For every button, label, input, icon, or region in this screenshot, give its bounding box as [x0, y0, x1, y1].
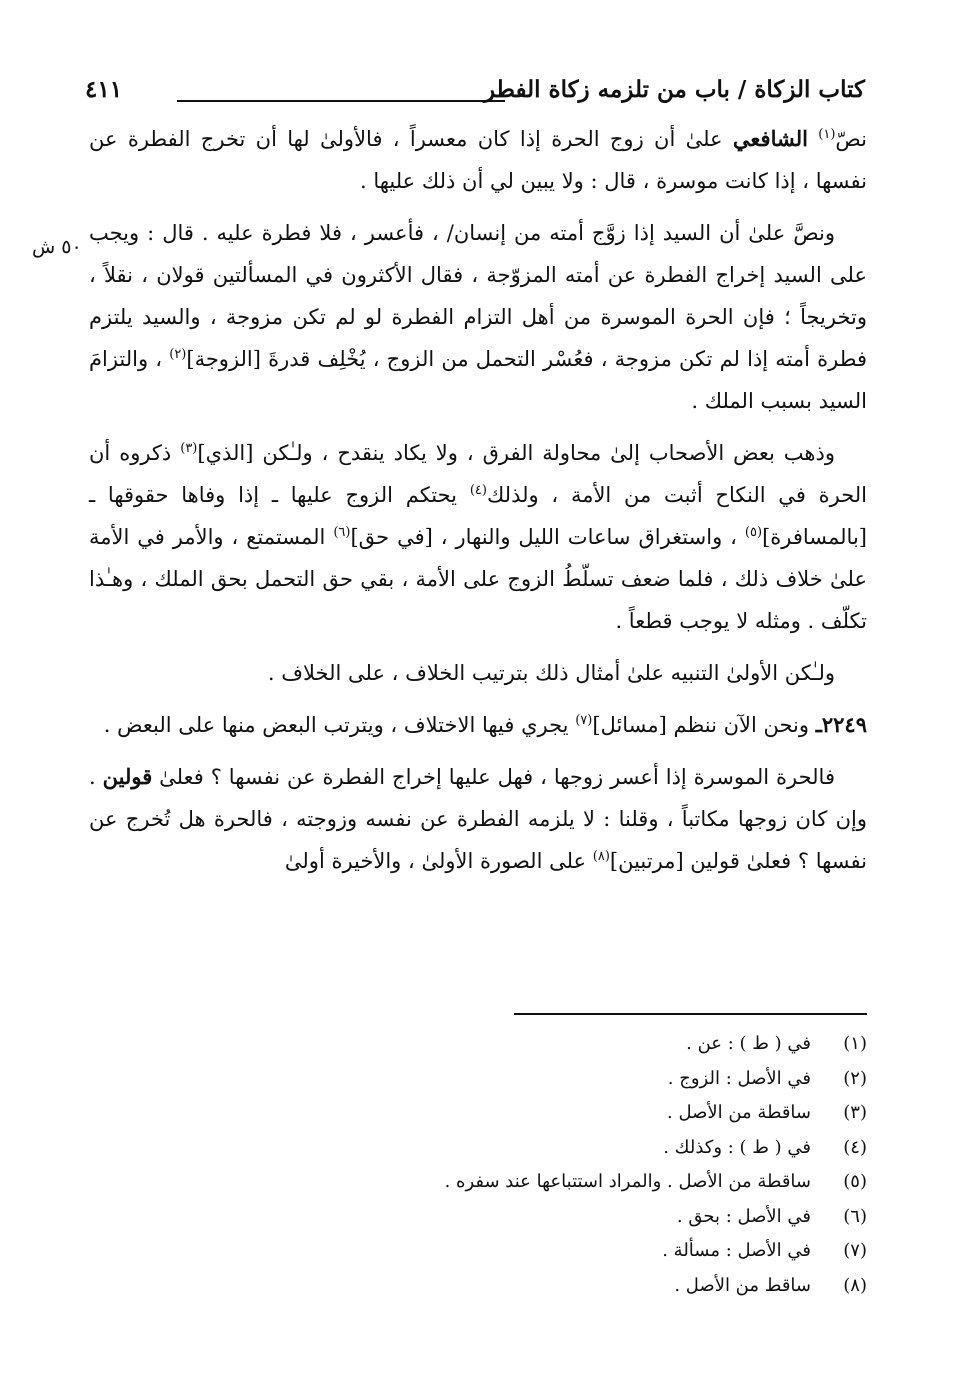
footnote-text: ساقطة من الأصل . [667, 1102, 811, 1123]
footnotes [167, 1027, 867, 1303]
footnote-text: في الأصل : مسألة . [662, 1240, 811, 1261]
footnote-number: (٣) [843, 1102, 867, 1123]
footnote-item [167, 1027, 867, 1062]
section-number: ٢٢٤٩ـ [815, 712, 867, 737]
footnote-item [167, 1165, 867, 1200]
footnote-number: (٥) [843, 1171, 867, 1192]
p1-text-c: علىٰ أن زوج الحرة إذا كان معسراً ، فالأولىٰ لها أن تخرج الفطرة عن نفسها ، إذا كانت موسرة ، قال : ولا يبين لي أن ذلك عليها . [89, 127, 867, 193]
footnote-text: ساقط من الأصل . [674, 1274, 811, 1296]
p1-name-shafii: الشافعي [732, 126, 808, 151]
footnote-item [167, 1062, 867, 1097]
footnote-number: (٨) [843, 1274, 867, 1296]
footnote-text: في الأصل : بحق . [676, 1205, 811, 1227]
paragraph-4: ولـٰكن الأولىٰ التنبيه علىٰ أمثال ذلك بترتيب الخلاف ، على الخلاف . [267, 661, 835, 685]
paragraph-5 [89, 704, 867, 746]
p3-text-d: ، واستغراق ساعات الليل والنهار ، [في حق] [350, 525, 737, 549]
p5-text-a: ونحن الآن ننظم [مسائل] [592, 713, 810, 737]
footnote-text: في الأصل : الزوج . [667, 1067, 811, 1089]
margin-manuscript-note: ٥٠ ش [32, 236, 82, 258]
p2-text-b: ، والتزامَ السيد بسبب الملك . [89, 347, 867, 413]
p5-text-b: يجري فيها الاختلاف ، ويترتب البعض منها على البعض . [103, 713, 569, 737]
header-rule [177, 100, 505, 102]
paragraph-6 [89, 756, 867, 882]
p3-text-b: ذكروه أن الحرة في النكاح أثبت من الأمة ، ولذلك [89, 441, 867, 507]
footnote-number: (٧) [843, 1240, 867, 1261]
page-number: ٤١١ [85, 76, 123, 103]
p3-text-a: وذهب بعض الأصحاب إلىٰ محاولة الفرق ، ولا يكاد ينقدح ، ولـٰكن [الذي] [197, 441, 835, 465]
footnote-item [167, 1234, 867, 1269]
footnote-number: (٢) [843, 1067, 867, 1089]
footnote-number: (١) [843, 1033, 867, 1054]
footnote-ref-3: (٣) [180, 441, 198, 456]
footnote-ref-2: (٢) [169, 347, 187, 362]
header-title: كتاب الزكاة / باب من تلزمه زكاة الفطر [483, 76, 865, 103]
footnote-item [167, 1200, 867, 1235]
footnote-number: (٤) [843, 1136, 867, 1158]
paragraph-2 [89, 212, 867, 422]
footnote-item [167, 1096, 867, 1131]
footnote-item [167, 1269, 867, 1304]
main-text [89, 118, 867, 882]
footnote-text: في ( ط ) : وكذلك . [663, 1136, 811, 1158]
footnote-ref-8: (٨) [592, 849, 610, 864]
p2-text-a: ونصَّ علىٰ أن السيد إذا زوَّج أمته من إنسان/ ، فأعسر ، فلا فطرة عليه . قال : ويجب على السيد إخراج الفطرة عن أمته المزوّجة ، فقال الأكثرون في المسألتين قولان ، نقلاً ، وتخريجاً ؛ فإن الحرة الموسرة من أهل التزام الفطرة لو لم تكن مزوجة ، والسيد يلتزم فطرة أمته إذا لم تكن مزوجة ، فعُسْر التحمل من الزوج ، يُخْلِف قدرةَ [الزوجة] [89, 221, 867, 371]
footnote-number: (٦) [843, 1205, 867, 1227]
footnote-item [167, 1131, 867, 1166]
p6-text-c: . وإن كان زوجها مكاتباً ، وقلنا : لا يلزمه الفطرة عن نفسه وزوجته ، فالحرة هل تُخرج عن نفسها ؟ فعلىٰ قولين [مرتبين] [89, 765, 867, 873]
p6-text-a: فالحرة الموسرة إذا أعسر زوجها ، فهل عليها إخراج الفطرة عن نفسها ؟ فعلىٰ [159, 765, 835, 789]
paragraph-1 [89, 118, 867, 202]
footnote-ref-1: (١) [818, 127, 836, 142]
footnote-ref-6: (٦) [333, 525, 351, 540]
footnote-rule [514, 1013, 867, 1015]
p3-text-c: يحتكم الزوج عليها ـ إذا وفاها حقوقها ـ [بالمسافرة] [89, 483, 867, 549]
p6-text-d: على الصورة الأولىٰ ، والأخيرة أولىٰ [284, 849, 587, 873]
p6-text-b: قولين [102, 764, 153, 789]
footnote-ref-4: (٤) [469, 483, 487, 498]
footnote-ref-7: (٧) [575, 713, 593, 728]
p3-text-e: المستمتع ، والأمر في الأمة علىٰ خلاف ذلك ، فلما ضعف تسلّطُ الزوج على الأمة ، بقي حق التحمل بحق الملك ، وهـٰذا تكلّف . ومثله لا يوجب قطعاً . [89, 525, 867, 633]
footnote-ref-5: (٥) [744, 525, 763, 540]
footnote-text: في ( ط ) : عن . [686, 1033, 811, 1054]
paragraph-3 [89, 432, 867, 642]
running-header [85, 76, 865, 112]
footnote-text: ساقطة من الأصل . والمراد استتباعها عند سفره . [444, 1171, 811, 1192]
p1-text-a: نصّ [835, 127, 867, 151]
